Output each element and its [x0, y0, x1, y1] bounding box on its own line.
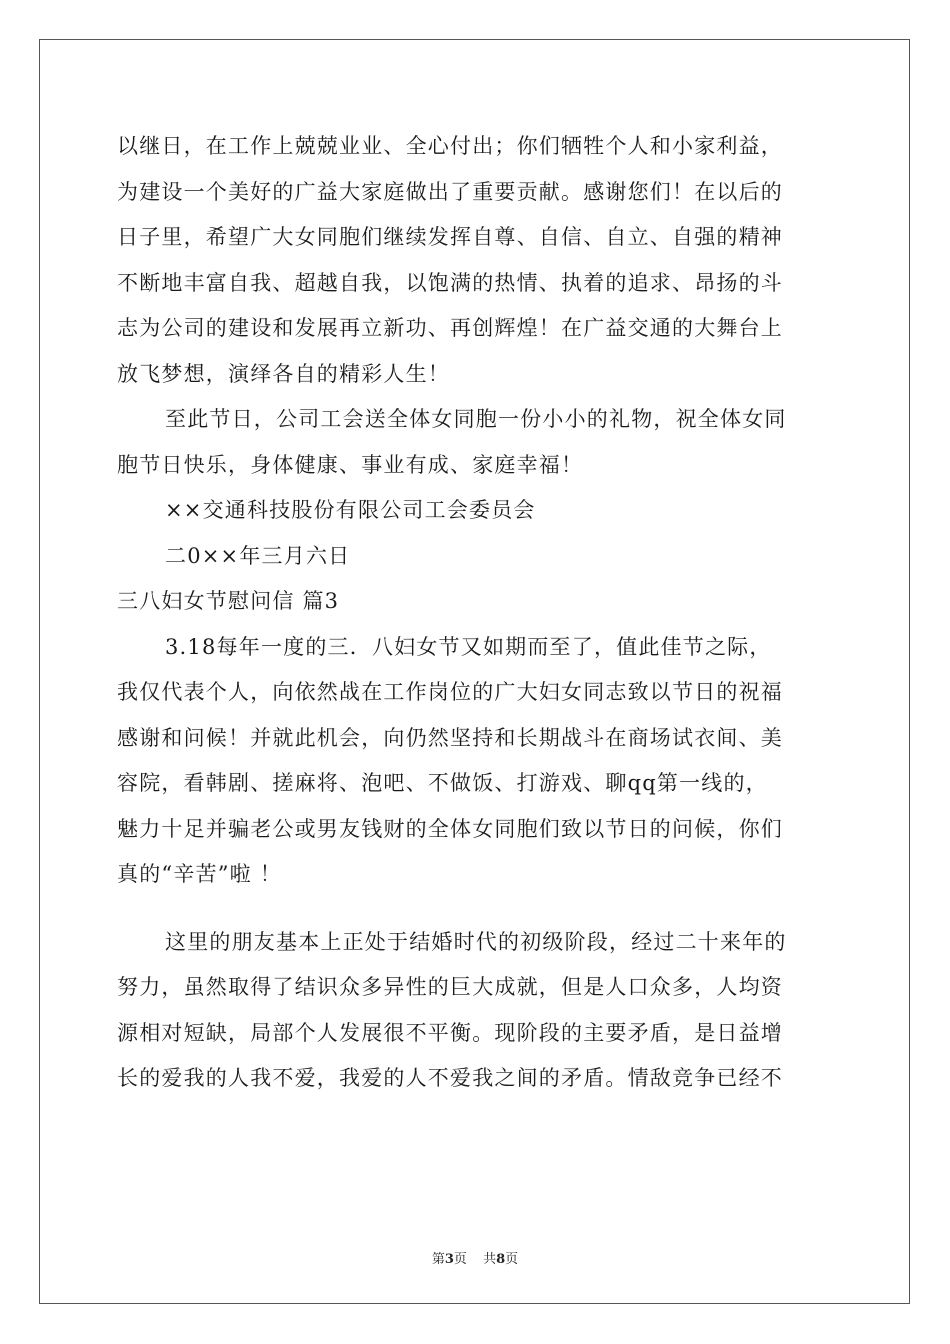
- text-line: 容院，看韩剧、搓麻将、泡吧、不做饭、打游戏、聊qq第一线的，: [117, 771, 768, 795]
- text-line: 以继日，在工作上兢兢业业、全心付出；你们牺牲个人和小家利益，: [117, 134, 783, 158]
- signature-org: ××交通科技股份有限公司工会委员会: [165, 498, 536, 522]
- text-line: 源相对短缺，局部个人发展很不平衡。现阶段的主要矛盾，是日益增: [117, 1020, 783, 1045]
- page-number: [432, 1252, 467, 1267]
- total-unit: 页: [505, 1252, 519, 1267]
- current-page: 3: [444, 1252, 454, 1267]
- text-line: 长的爱我的人我不爱，我爱的人不爱我之间的矛盾。情敌竞争已经不: [117, 1066, 783, 1090]
- text-line: 胞节日快乐，身体健康、事业有成、家庭幸福！: [117, 452, 584, 477]
- text-line: 不断地丰富自我、超越自我，以饱满的热情、执着的追求、昂扬的斗: [117, 270, 783, 295]
- section-heading: 三八妇女节慰问信 篇3: [117, 589, 340, 613]
- total-pages: 8: [496, 1252, 506, 1267]
- signature-date: 二0××年三月六日: [165, 543, 351, 568]
- text-line: 志为公司的建设和发展再立新功、再创辉煌！在广益交通的大舞台上: [117, 316, 783, 340]
- text-line: 放飞梦想，演绎各自的精彩人生！: [117, 361, 450, 386]
- total-prefix: 共: [483, 1252, 497, 1267]
- document-body: [117, 124, 833, 1102]
- text-line: 魅力十足并骗老公或男友钱财的全体女同胞们致以节日的问候，你们: [117, 816, 783, 841]
- text-line: 努力，虽然取得了结识众多异性的巨大成就，但是人口众多，人均资: [117, 975, 783, 999]
- text-line: 为建设一个美好的广益大家庭做出了重要贡献。感谢您们！在以后的: [117, 179, 783, 204]
- text-line: 真的“辛苦”啦 ！: [117, 862, 282, 886]
- text-line: 3.18每年一度的三．八妇女节又如期而至了，值此佳节之际，: [165, 634, 772, 659]
- text-line: 感谢和问候！并就此机会，向仍然坚持和长期战斗在商场试衣间、美: [117, 725, 783, 750]
- page-total: [483, 1252, 518, 1267]
- text-line: 日子里，希望广大女同胞们继续发挥自尊、自信、自立、自强的精神: [117, 225, 783, 249]
- text-line: 至此节日，公司工会送全体女同胞一份小小的礼物，祝全体女同: [165, 407, 787, 431]
- page-footer: [0, 1248, 950, 1267]
- page-unit: 页: [453, 1252, 467, 1267]
- paragraph-gap: [117, 898, 833, 920]
- page-prefix: 第: [431, 1252, 445, 1267]
- text-line: 这里的朋友基本上正处于结婚时代的初级阶段，经过二十来年的: [165, 929, 787, 954]
- text-line: 我仅代表个人，向依然战在工作岗位的广大妇女同志致以节日的祝福: [117, 680, 783, 704]
